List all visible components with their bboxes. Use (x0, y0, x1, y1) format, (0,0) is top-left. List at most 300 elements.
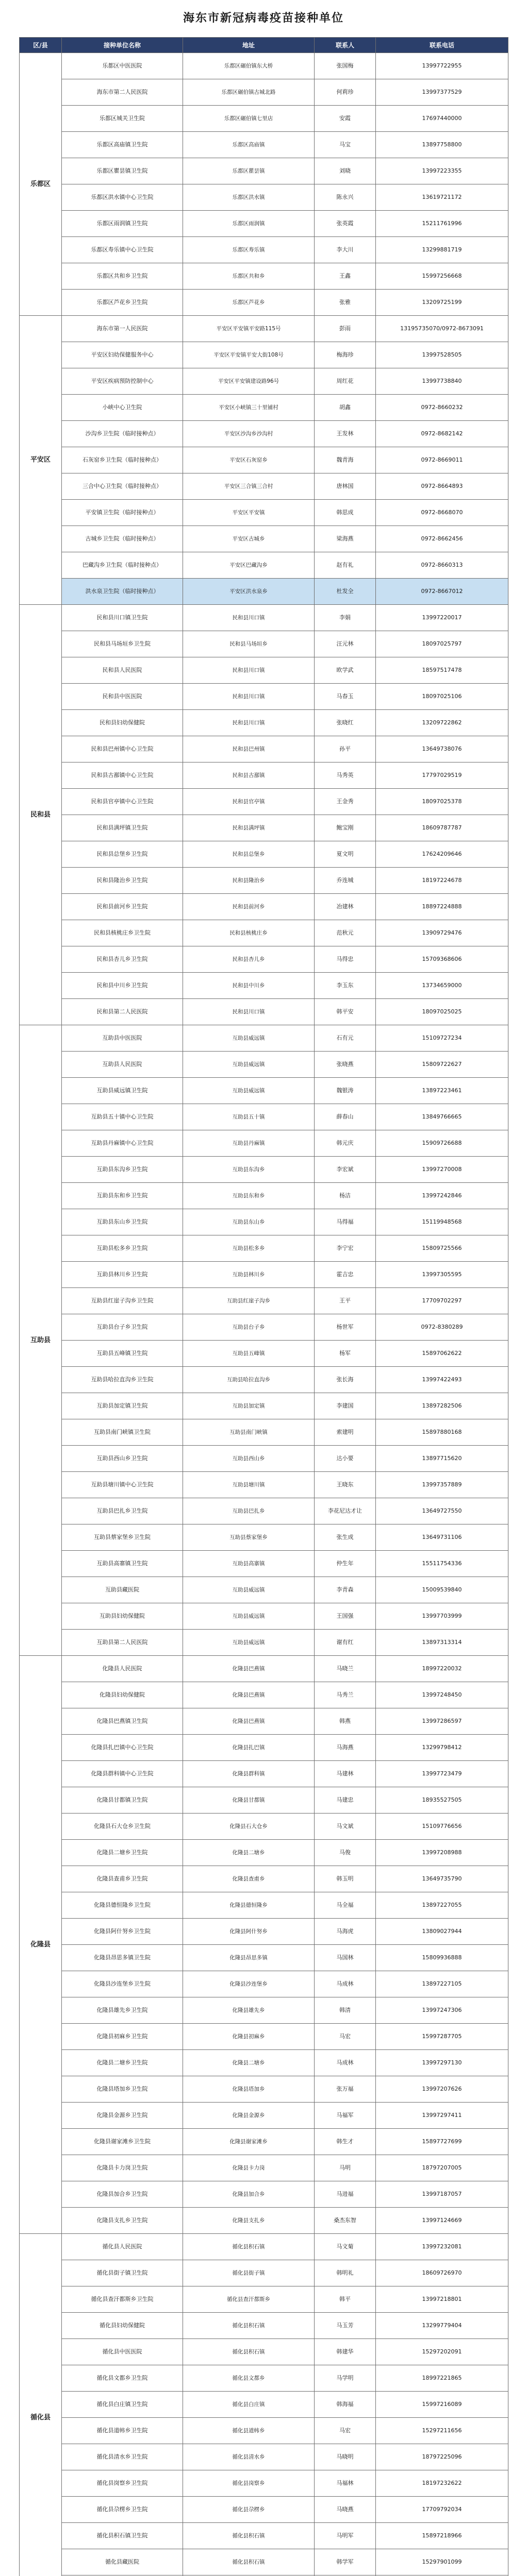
site-name-cell: 平安区妇幼保健服务中心 (62, 342, 183, 368)
address-cell: 民和县川口镇 (183, 684, 315, 710)
address-cell: 互助县塘川镇 (183, 1472, 315, 1498)
contact-cell: 安霞 (315, 106, 376, 132)
site-name-cell: 互助县中医医院 (62, 1025, 183, 1052)
site-name-cell: 石灰窑乡卫生院（临时接种点） (62, 447, 183, 473)
contact-cell: 马晓明 (315, 2444, 376, 2470)
site-name-cell: 互助县松多乡卫生院 (62, 1235, 183, 1262)
address-cell: 互助县蔡家堡乡 (183, 1524, 315, 1551)
table-row (20, 1393, 508, 1419)
address-cell: 互助县东和乡 (183, 1183, 315, 1209)
address-cell: 互助县西山乡 (183, 1446, 315, 1472)
contact-cell: 李玉东 (315, 973, 376, 999)
site-name-cell: 化隆县塔加乡卫生院 (62, 2076, 183, 2103)
site-name-cell: 化隆县人民医院 (62, 1656, 183, 1682)
table-row (20, 2418, 508, 2444)
address-cell: 互助县东山乡 (183, 1209, 315, 1235)
contact-cell: 马秀英 (315, 762, 376, 789)
contact-cell: 李大川 (315, 237, 376, 263)
contact-cell: 乔连城 (315, 868, 376, 894)
contact-cell: 何莉珍 (315, 79, 376, 106)
address-cell: 循化县查汗都斯乡 (183, 2286, 315, 2313)
address-cell: 乐都区寿乐镇 (183, 237, 315, 263)
phone-cell: 15897218966 (376, 2523, 508, 2549)
address-cell: 互助县哈拉直沟乡 (183, 1367, 315, 1393)
table-row (20, 1945, 508, 1971)
site-name-cell: 乐都区中医医院 (62, 53, 183, 79)
table-row (20, 868, 508, 894)
contact-cell: 马得忠 (315, 946, 376, 973)
contact-cell: 马宝 (315, 132, 376, 158)
phone-cell: 13734659000 (376, 973, 508, 999)
site-name-cell: 民和县隆治乡卫生院 (62, 868, 183, 894)
table-row (20, 342, 508, 368)
phone-cell: 13997187057 (376, 2181, 508, 2208)
contact-cell: 马玉芳 (315, 2313, 376, 2339)
address-cell: 乐都区瞿昙镇 (183, 158, 315, 184)
contact-cell: 梅海珍 (315, 342, 376, 368)
contact-cell: 霍吉忠 (315, 1262, 376, 1288)
contact-cell: 桑杰东智 (315, 2208, 376, 2234)
site-name-cell: 循化县中医医院 (62, 2339, 183, 2365)
address-cell: 平安区巴藏沟乡 (183, 552, 315, 579)
table-row (20, 999, 508, 1025)
phone-cell: 13997723479 (376, 1761, 508, 1787)
phone-cell: 13997297130 (376, 2050, 508, 2076)
address-cell: 循化县岗察乡 (183, 2470, 315, 2497)
site-name-cell: 化隆县沙连堡乡卫生院 (62, 1971, 183, 1997)
site-name-cell: 民和县中医医院 (62, 684, 183, 710)
site-name-cell: 三合中心卫生院（临时接种点） (62, 473, 183, 500)
phone-cell: 13619721172 (376, 184, 508, 211)
table-row (20, 2050, 508, 2076)
table-row (20, 290, 508, 316)
address-cell: 民和县巴州镇 (183, 736, 315, 762)
phone-cell: 13209722862 (376, 710, 508, 736)
table-row (20, 1603, 508, 1630)
table-row (20, 1761, 508, 1787)
address-cell: 化隆县石大仓乡 (183, 1814, 315, 1840)
table-row (20, 2181, 508, 2208)
table-row (20, 579, 508, 605)
table-row (20, 815, 508, 841)
table-row (20, 2549, 508, 2575)
address-cell: 互助县威远镇 (183, 1025, 315, 1052)
phone-cell: 17709702297 (376, 1288, 508, 1314)
phone-cell: 18797225096 (376, 2444, 508, 2470)
contact-cell: 韩玉明 (315, 1866, 376, 1892)
table-row (20, 184, 508, 211)
address-cell: 循化县清水乡 (183, 2444, 315, 2470)
contact-cell: 李宏斌 (315, 1157, 376, 1183)
address-cell: 民和县前河乡 (183, 894, 315, 920)
address-cell: 化隆县塔加乡 (183, 2076, 315, 2103)
phone-cell: 0972-8667012 (376, 579, 508, 605)
address-cell: 化隆县巴燕镇 (183, 1656, 315, 1682)
phone-cell: 15809725566 (376, 1235, 508, 1262)
table-row (20, 1078, 508, 1104)
site-name-cell: 民和县前河乡卫生院 (62, 894, 183, 920)
contact-cell: 马国林 (315, 1945, 376, 1971)
site-name-cell: 化隆县二塘乡卫生院 (62, 2050, 183, 2076)
site-name-cell: 民和县古鄯镇中心卫生院 (62, 762, 183, 789)
table-row (20, 920, 508, 946)
address-cell: 互助县红崖子沟乡 (183, 1288, 315, 1314)
address-cell: 化隆县谢家滩乡 (183, 2129, 315, 2155)
address-cell: 互助县南门峡镇 (183, 1419, 315, 1446)
contact-cell: 王金秀 (315, 789, 376, 815)
table-row (20, 1787, 508, 1814)
contact-cell: 胡鑫 (315, 395, 376, 421)
phone-cell: 13897227105 (376, 1971, 508, 1997)
contact-cell: 孙平 (315, 736, 376, 762)
contact-cell: 张晓燕 (315, 1052, 376, 1078)
phone-cell: 13997703999 (376, 1603, 508, 1630)
contact-cell: 韩生才 (315, 2129, 376, 2155)
table-row (20, 2286, 508, 2313)
contact-cell: 冶建林 (315, 894, 376, 920)
table-row (20, 1524, 508, 1551)
phone-cell: 0972-8660313 (376, 552, 508, 579)
phone-cell: 18997221865 (376, 2365, 508, 2392)
phone-cell: 15897727699 (376, 2129, 508, 2155)
phone-cell: 13897715620 (376, 1446, 508, 1472)
phone-cell: 15109727234 (376, 1025, 508, 1052)
phone-cell: 13897227055 (376, 1892, 508, 1919)
address-cell: 循化县积石镇 (183, 2549, 315, 2575)
contact-cell: 张国梅 (315, 53, 376, 79)
contact-cell: 王国强 (315, 1603, 376, 1630)
site-name-cell: 化隆县甘都镇卫生院 (62, 1787, 183, 1814)
site-name-cell: 民和县妇幼保健院 (62, 710, 183, 736)
table-row (20, 421, 508, 447)
contact-cell: 韩元庆 (315, 1130, 376, 1157)
document-title: 海东市新冠病毒疫苗接种单位 (183, 12, 344, 25)
phone-cell: 18097025025 (376, 999, 508, 1025)
site-name-cell: 循化县道帏乡卫生院 (62, 2418, 183, 2444)
region-cell: 民和县 (20, 605, 62, 1025)
table-row (20, 1971, 508, 1997)
address-cell: 化隆县加合乡 (183, 2181, 315, 2208)
address-cell: 乐都区洪水镇 (183, 184, 315, 211)
phone-cell: 18197224678 (376, 868, 508, 894)
site-name-cell: 化隆县妇幼保健院 (62, 1682, 183, 1708)
address-cell: 民和县中川乡 (183, 973, 315, 999)
site-name-cell: 洪水泉卫生院（临时接种点） (62, 579, 183, 605)
table-row (20, 605, 508, 631)
phone-cell: 15809722627 (376, 1052, 508, 1078)
address-cell: 平安区平安镇 (183, 500, 315, 526)
table-row (20, 1157, 508, 1183)
site-name-cell: 民和县巴州镇中心卫生院 (62, 736, 183, 762)
phone-cell: 13897282506 (376, 1393, 508, 1419)
address-cell: 平安区古城乡 (183, 526, 315, 552)
address-cell: 化隆县甘都镇 (183, 1787, 315, 1814)
address-cell: 循化县积石镇 (183, 2523, 315, 2549)
address-cell: 民和县川口镇 (183, 605, 315, 631)
table-row (20, 79, 508, 106)
phone-cell: 13209725199 (376, 290, 508, 316)
table-row (20, 1262, 508, 1288)
table-row (20, 1656, 508, 1682)
header-row (20, 38, 508, 53)
address-cell: 平安区洪水泉乡 (183, 579, 315, 605)
address-cell: 循化县积石镇 (183, 2339, 315, 2365)
site-name-cell: 化隆县扎巴镇中心卫生院 (62, 1735, 183, 1761)
contact-cell: 王发林 (315, 421, 376, 447)
table-row (20, 1104, 508, 1130)
region-cell: 化隆县 (20, 1656, 62, 2234)
table-row (20, 973, 508, 999)
site-name-cell: 民和县马场垣乡卫生院 (62, 631, 183, 657)
table-row (20, 2313, 508, 2339)
contact-cell: 张长海 (315, 1367, 376, 1393)
contact-cell: 马文斌 (315, 1814, 376, 1840)
phone-cell: 18097025106 (376, 684, 508, 710)
phone-cell: 0972-8668070 (376, 500, 508, 526)
site-name-cell: 互助县藏医院 (62, 1577, 183, 1603)
contact-cell: 马文菊 (315, 2234, 376, 2260)
address-cell: 互助县巴扎乡 (183, 1498, 315, 1524)
table-row (20, 736, 508, 762)
address-cell: 平安区小峡镇三十里铺村 (183, 395, 315, 421)
contact-cell: 马建林 (315, 1761, 376, 1787)
table-row (20, 1314, 508, 1341)
phone-cell: 13809027944 (376, 1919, 508, 1945)
table-row (20, 1919, 508, 1945)
address-cell: 乐都区高庙镇 (183, 132, 315, 158)
phone-cell: 18097025378 (376, 789, 508, 815)
contact-cell: 梁海燕 (315, 526, 376, 552)
site-name-cell: 民和县人民医院 (62, 657, 183, 684)
contact-cell: 周红花 (315, 368, 376, 395)
contact-cell: 杨军 (315, 1341, 376, 1367)
contact-cell: 韩思成 (315, 500, 376, 526)
site-name-cell: 乐都区高庙镇卫生院 (62, 132, 183, 158)
site-name-cell: 互助县巴扎乡卫生院 (62, 1498, 183, 1524)
phone-cell: 15897880168 (376, 1419, 508, 1446)
contact-cell: 杨洁 (315, 1183, 376, 1209)
site-name-cell: 循化县妇幼保健院 (62, 2313, 183, 2339)
phone-cell: 15119948568 (376, 1209, 508, 1235)
site-name-cell: 化隆县阿什努乡卫生院 (62, 1919, 183, 1945)
contact-cell: 谢有红 (315, 1630, 376, 1656)
phone-cell: 18797207005 (376, 2155, 508, 2181)
address-cell: 循化县白庄镇 (183, 2392, 315, 2418)
site-name-cell: 互助县妇幼保健院 (62, 1603, 183, 1630)
address-cell: 化隆县二塘乡 (183, 1840, 315, 1866)
phone-cell: 15997287705 (376, 2024, 508, 2050)
table-row (20, 1130, 508, 1157)
site-name-cell: 化隆县德恒隆乡卫生院 (62, 1892, 183, 1919)
address-cell: 民和县核桃庄乡 (183, 920, 315, 946)
contact-cell: 赵有礼 (315, 552, 376, 579)
table-row (20, 1209, 508, 1235)
site-name-cell: 互助县人民医院 (62, 1052, 183, 1078)
address-cell: 乐都区碾伯镇古城北路 (183, 79, 315, 106)
phone-cell: 13997286597 (376, 1708, 508, 1735)
table-row (20, 1052, 508, 1078)
contact-cell: 李花尼达才让 (315, 1498, 376, 1524)
phone-cell: 13299779404 (376, 2313, 508, 2339)
address-cell: 互助县威远镇 (183, 1630, 315, 1656)
contact-cell: 汪元林 (315, 631, 376, 657)
region-cell: 乐都区 (20, 53, 62, 316)
phone-cell: 15009539840 (376, 1577, 508, 1603)
site-name-cell: 循化县人民医院 (62, 2234, 183, 2260)
address-cell: 化隆县卡力岗 (183, 2155, 315, 2181)
phone-cell: 15297901099 (376, 2549, 508, 2575)
contact-cell: 刘晓 (315, 158, 376, 184)
contact-cell: 马建忠 (315, 1787, 376, 1814)
site-name-cell: 循化县岗察乡卫生院 (62, 2470, 183, 2497)
site-name-cell: 化隆县巴燕镇卫生院 (62, 1708, 183, 1735)
phone-cell: 15997256668 (376, 263, 508, 290)
address-cell: 互助县高寨镇 (183, 1551, 315, 1577)
site-name-cell: 化隆县雄先乡卫生院 (62, 1997, 183, 2024)
site-name-cell: 民和县核桃庄乡卫生院 (62, 920, 183, 946)
phone-cell: 13997223355 (376, 158, 508, 184)
table-row (20, 263, 508, 290)
site-name-cell: 互助县加定镇卫生院 (62, 1393, 183, 1419)
contact-cell: 马明 (315, 2155, 376, 2181)
contact-cell: 杨世军 (315, 1314, 376, 1341)
address-cell: 化隆县二塘乡 (183, 2050, 315, 2076)
address-cell: 乐都区芦花乡 (183, 290, 315, 316)
table-row (20, 789, 508, 815)
contact-cell: 张英霞 (315, 211, 376, 237)
table-row (20, 1498, 508, 1524)
site-name-cell: 循化县白庄镇卫生院 (62, 2392, 183, 2418)
table-row (20, 762, 508, 789)
phone-cell: 13299798412 (376, 1735, 508, 1761)
table-row (20, 237, 508, 263)
site-name-cell: 循化县街子镇卫生院 (62, 2260, 183, 2286)
site-name-cell: 民和县官亭镇中心卫生院 (62, 789, 183, 815)
phone-cell: 13997242846 (376, 1183, 508, 1209)
contact-cell: 马晓燕 (315, 2497, 376, 2523)
contact-cell: 韩建华 (315, 2339, 376, 2365)
site-name-cell: 互助县高寨镇卫生院 (62, 1551, 183, 1577)
table-row (20, 657, 508, 684)
address-cell: 互助县台子乡 (183, 1314, 315, 1341)
address-cell: 平安区石灰窑乡 (183, 447, 315, 473)
site-name-cell: 循化县尕楞乡卫生院 (62, 2497, 183, 2523)
table-row (20, 1892, 508, 1919)
table-row (20, 1288, 508, 1314)
region-cell: 平安区 (20, 316, 62, 605)
site-name-cell: 化隆县二塘乡卫生院 (62, 1840, 183, 1866)
table-row (20, 841, 508, 868)
contact-cell: 韩海福 (315, 2392, 376, 2418)
address-cell: 化隆县支扎乡 (183, 2208, 315, 2234)
address-cell: 化隆县巴燕镇 (183, 1708, 315, 1735)
site-name-cell: 互助县五峰镇卫生院 (62, 1341, 183, 1367)
site-name-cell: 互助县西山乡卫生院 (62, 1446, 183, 1472)
phone-cell: 0972-8660232 (376, 395, 508, 421)
address-cell: 化隆县金源乡 (183, 2103, 315, 2129)
contact-cell: 马福林 (315, 2470, 376, 2497)
header-address: 地址 (183, 38, 315, 53)
table-row (20, 316, 508, 342)
address-cell: 循化县积石镇 (183, 2313, 315, 2339)
phone-cell: 15809936888 (376, 1945, 508, 1971)
phone-cell: 0972-8662456 (376, 526, 508, 552)
site-name-cell: 化隆县查甫乡卫生院 (62, 1866, 183, 1892)
address-cell: 民和县满坪镇 (183, 815, 315, 841)
address-cell: 乐都区碾伯镇东大桥 (183, 53, 315, 79)
phone-cell: 13997247306 (376, 1997, 508, 2024)
table-row (20, 1419, 508, 1446)
site-name-cell: 互助县威远镇卫生院 (62, 1078, 183, 1104)
phone-cell: 13897758800 (376, 132, 508, 158)
contact-cell: 马学明 (315, 2365, 376, 2392)
contact-cell: 马海燕 (315, 1735, 376, 1761)
table-row (20, 395, 508, 421)
table-row (20, 526, 508, 552)
phone-cell: 13649727550 (376, 1498, 508, 1524)
contact-cell: 王平 (315, 1288, 376, 1314)
table-row (20, 894, 508, 920)
site-name-cell: 民和县中川乡卫生院 (62, 973, 183, 999)
phone-cell: 13997207626 (376, 2076, 508, 2103)
phone-cell: 13649731106 (376, 1524, 508, 1551)
site-name-cell: 互助县东山乡卫生院 (62, 1209, 183, 1235)
contact-cell: 李青森 (315, 1577, 376, 1603)
phone-cell: 17624209646 (376, 841, 508, 868)
table-row (20, 1446, 508, 1472)
table-row (20, 1235, 508, 1262)
contact-cell: 仲生年 (315, 1551, 376, 1577)
address-cell: 化隆县沙连堡乡 (183, 1971, 315, 1997)
contact-cell: 韩平安 (315, 999, 376, 1025)
phone-cell: 13997124669 (376, 2208, 508, 2234)
address-cell: 互助县松多乡 (183, 1235, 315, 1262)
phone-cell: 0972-8664893 (376, 473, 508, 500)
site-name-cell: 乐都区雨润镇卫生院 (62, 211, 183, 237)
address-cell: 化隆县查甫乡 (183, 1866, 315, 1892)
contact-cell: 魏银涛 (315, 1078, 376, 1104)
address-cell: 化隆县巴燕镇 (183, 1682, 315, 1708)
phone-cell: 13849766665 (376, 1104, 508, 1130)
table-row (20, 1551, 508, 1577)
phone-cell: 15109776656 (376, 1814, 508, 1840)
site-name-cell: 乐都区瞿昙镇卫生院 (62, 158, 183, 184)
phone-cell: 17697440000 (376, 106, 508, 132)
contact-cell: 魏青海 (315, 447, 376, 473)
phone-cell: 18997220032 (376, 1656, 508, 1682)
site-name-cell: 化隆县石大仓乡卫生院 (62, 1814, 183, 1840)
phone-cell: 13897313314 (376, 1630, 508, 1656)
table-row (20, 500, 508, 526)
site-name-cell: 民和县第二人民医院 (62, 999, 183, 1025)
table-row (20, 2103, 508, 2129)
address-cell: 民和县川口镇 (183, 710, 315, 736)
contact-cell: 马春玉 (315, 684, 376, 710)
address-cell: 乐都区雨润镇 (183, 211, 315, 237)
region-cell: 循化县 (20, 2234, 62, 2576)
phone-cell: 18935527505 (376, 1787, 508, 1814)
table-row (20, 1341, 508, 1367)
site-name-cell: 乐都区城关卫生院 (62, 106, 183, 132)
phone-cell: 18197232622 (376, 2470, 508, 2497)
table-row (20, 2444, 508, 2470)
table-row (20, 1577, 508, 1603)
site-name-cell: 互助县台子乡卫生院 (62, 1314, 183, 1341)
table-row (20, 710, 508, 736)
phone-cell: 18897224888 (376, 894, 508, 920)
address-cell: 互助县威远镇 (183, 1052, 315, 1078)
header-contact: 联系人 (315, 38, 376, 53)
